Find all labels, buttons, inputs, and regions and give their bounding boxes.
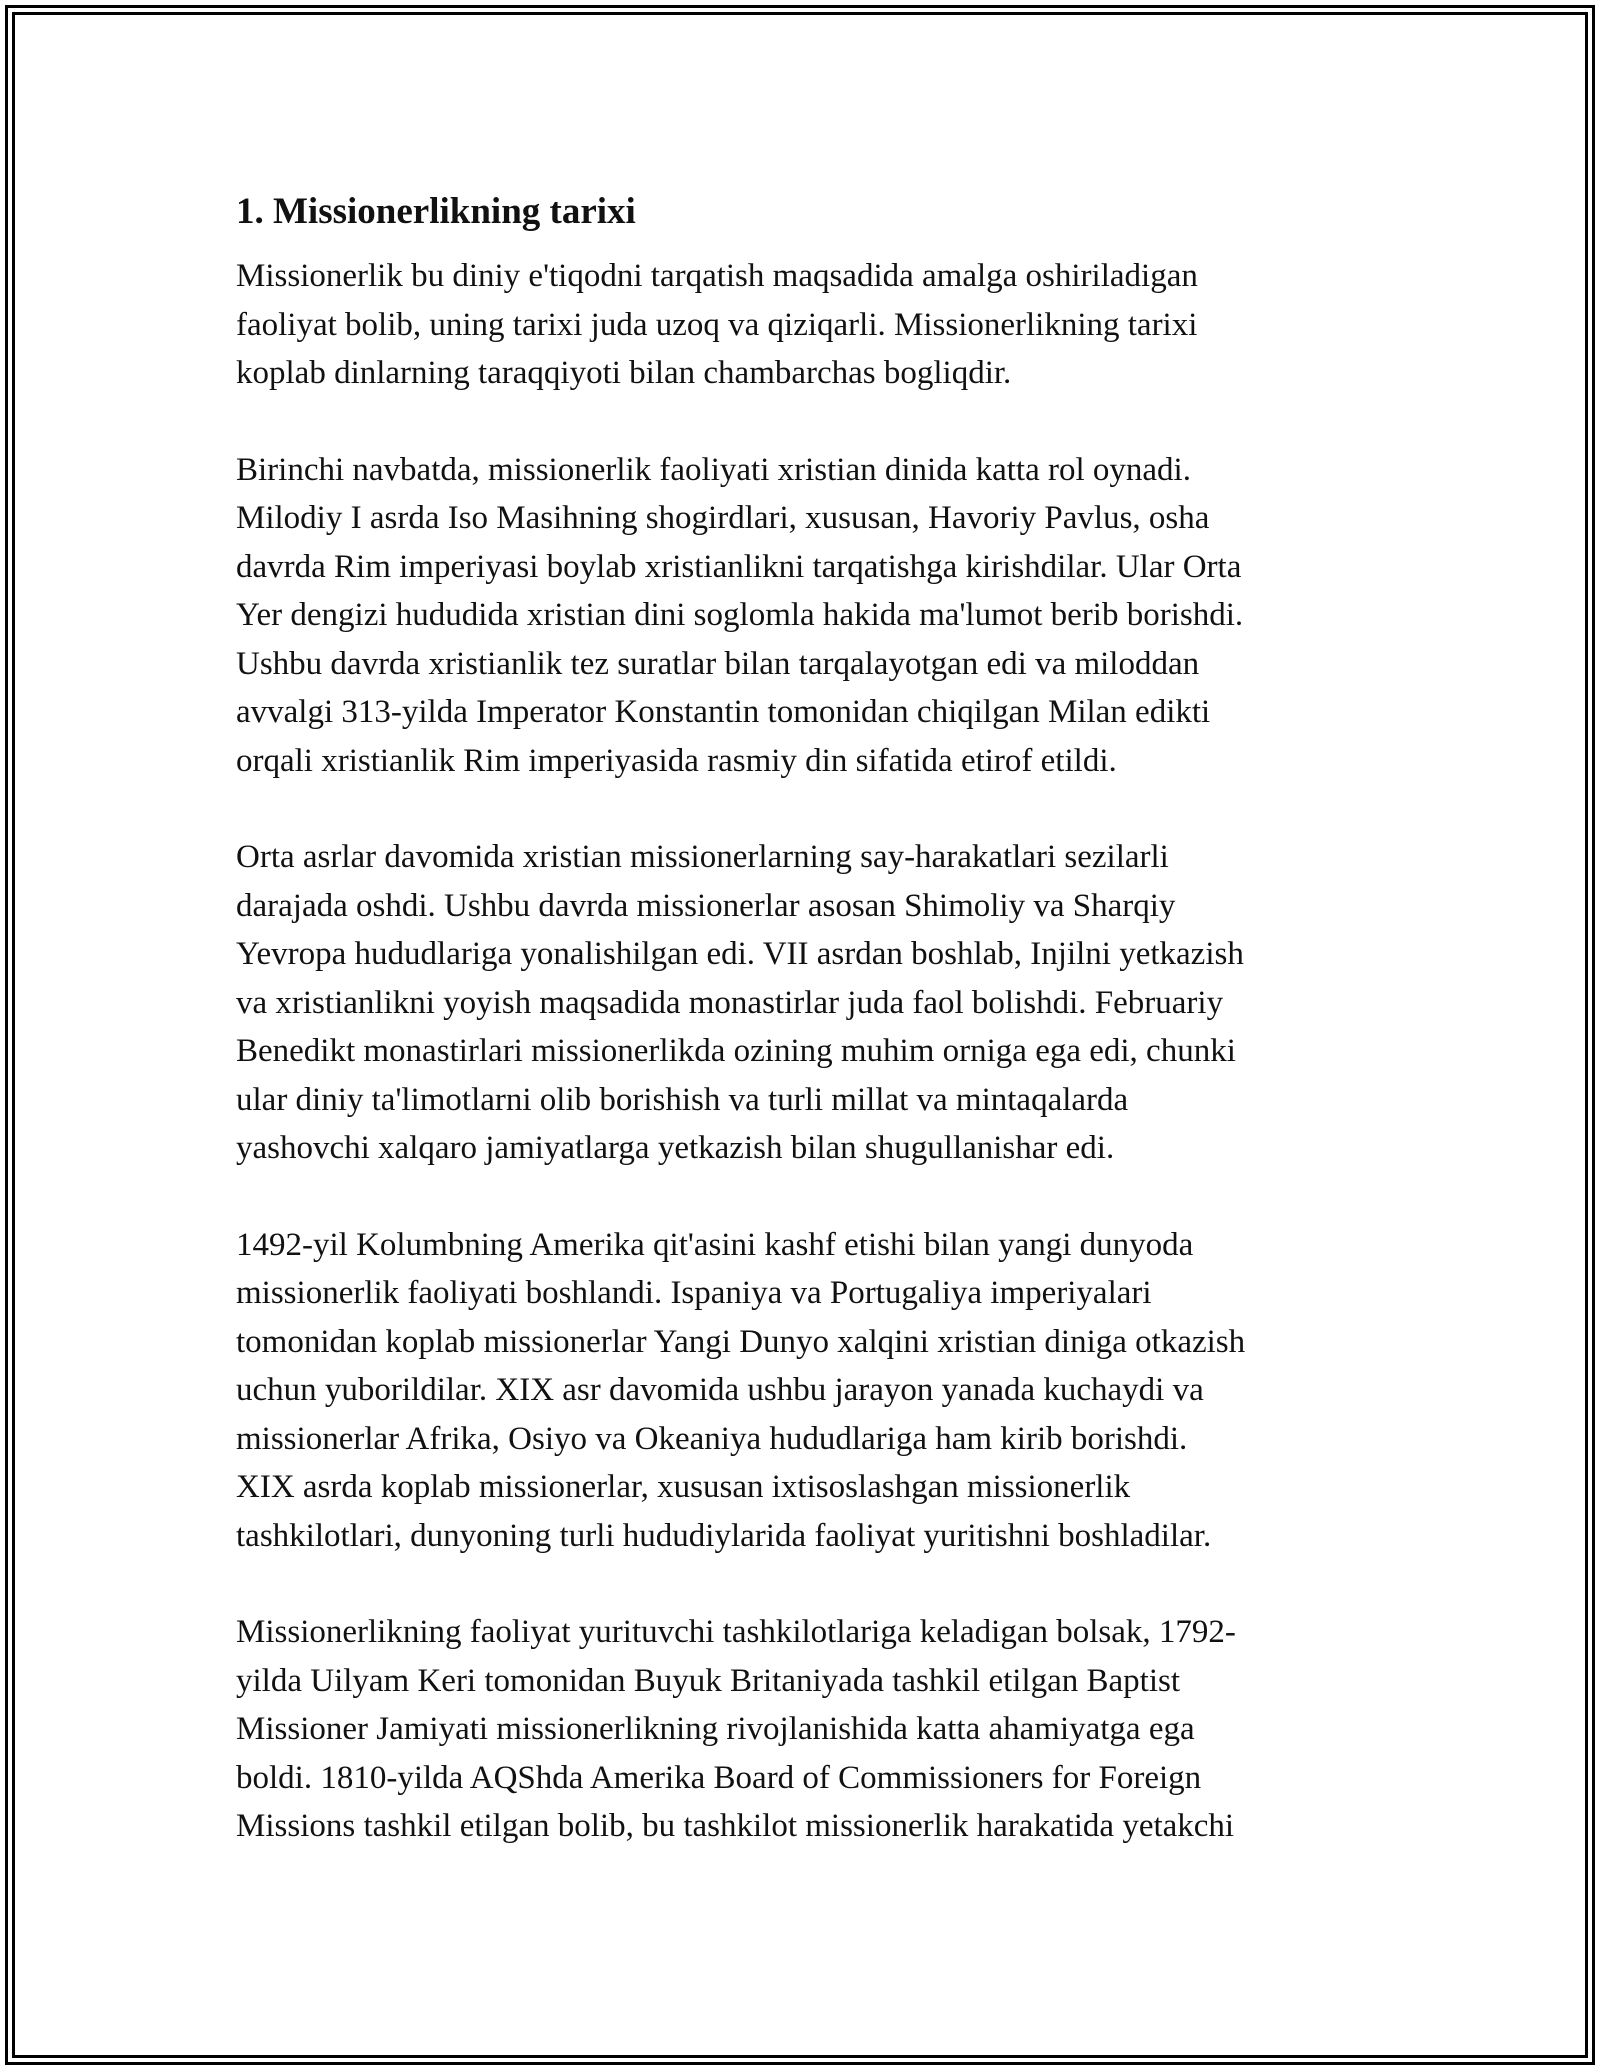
paragraph-5: Missionerlikning faoliyat yurituvchi tashkilotlariga keladigan bolsak, 1792- yilda Uilyam Keri tomonidan Buyuk Britaniyada tashkil etilgan Baptist Missioner Jamiyati missionerlikning rivojlanishida katta ahamiyatga ega boldi. 1810-yilda AQShda Amerika Board of Commissioners for Foreign Missions tashkil etilgan bolib, bu tashkilot missionerlik harakatida yetakchi bbox=[236, 1614, 1236, 1844]
paragraph-4: 1492-yil Kolumbning Amerika qit'asini kashf etishi bilan yangi dunyoda missionerlik faoliyati boshlandi. Ispaniya va Portugaliya imperiyalari tomonidan koplab missionerlar Yangi Dunyo xalqini xristian diniga otkazish uchun yuborildilar. XIX asr davomida ushbu jarayon yanada kuchaydi va missionerlar Afrika, Osiyo va Okeaniya hududlariga ham kirib borishdi. XIX asrda koplab missionerlar, xususan ixtisoslashgan missionerlik tashkilotlari, dunyoning turli hududiylarida faoliyat yuritishni boshladilar. bbox=[236, 1226, 1246, 1554]
paragraph-2: Birinchi navbatda, missionerlik faoliyati xristian dinida katta rol oynadi. Milodiy I asrda Iso Masihning shogirdlari, xususan, Havoriy Pavlus, osha davrda Rim imperiyasi boylab xristianlikni tarqatishga kirishdilar. Ular Orta Yer dengizi hududida xristian dini soglomla hakida ma'lumot berib borishdi. Ushbu davrda xristianlik tez suratlar bilan tarqalayotgan edi va miloddan avvalgi 313-yilda Imperator Konstantin tomonidan chiqilgan Milan edikti orqali xristianlik Rim imperiyasida rasmiy din sifatida etirof etildi. bbox=[236, 451, 1244, 779]
paragraph-1: Missionerlik bu diniy e'tiqodni tarqatish maqsadida amalga oshiriladigan faoliyat bolib, uning tarixi juda uzoq va qiziqarli. Missionerlikning tarixi koplab dinlarning taraqqiyoti bilan chambarchas bogliqdir. bbox=[236, 258, 1198, 391]
document-body bbox=[236, 188, 1366, 1899]
section-heading: 1. Missionerlikning tarixi bbox=[236, 191, 636, 232]
paragraph-3: Orta asrlar davomida xristian missionerlarning say-harakatlari sezilarli darajada oshdi. Ushbu davrda missionerlar asosan Shimoliy va Sharqiy Yevropa hududlariga yonalishilgan edi. VII asrdan boshlab, Injilni yetkazish va xristianlikni yoyish maqsadida monastirlar juda faol bolishdi. Februariy Benedikt monastirlari missionerlikda ozining muhim orniga ega edi, chunki ular diniy ta'limotlarni olib borishish va turli millat va mintaqalarda yashovchi xalqaro jamiyatlarga yetkazish bilan shugullanishar edi. bbox=[236, 839, 1244, 1166]
